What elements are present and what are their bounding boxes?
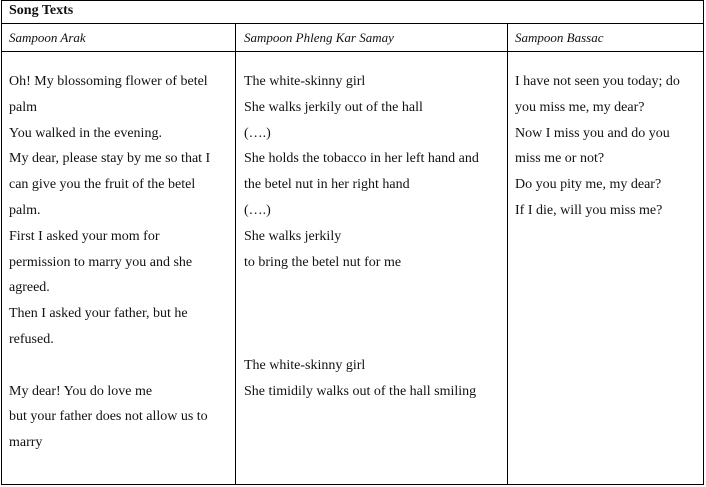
lyric-line: the betel nut in her right hand <box>244 177 410 193</box>
lyric-line: She walks jerkily <box>244 228 342 244</box>
lyric-line: can give you the fruit of the betel <box>9 177 196 193</box>
lyric-line: First I asked your mom for <box>9 228 160 244</box>
lyric-line: palm. <box>9 202 41 218</box>
lyric-line: but your father does not allow us to <box>9 409 208 425</box>
table-title: Song Texts <box>9 3 74 18</box>
lyric-line: She timidily walks out of the hall smiling <box>244 383 477 399</box>
lyric-line: Oh! My blossoming flower of betel <box>9 74 208 89</box>
lyric-line: marry <box>9 435 43 451</box>
lyric-line: palm <box>9 99 37 115</box>
lyric-line: The white-skinny girl <box>244 74 366 89</box>
lyric-line: (….) <box>244 202 271 218</box>
lyric-line <box>244 275 479 301</box>
lyric-line: permission to marry you and she <box>9 254 193 270</box>
lyric-line: to bring the betel nut for me <box>244 254 402 270</box>
column-heading-sampoon-bassac: Sampoon Bassac <box>515 30 604 45</box>
lyric-line: Then I asked your father, but he <box>9 306 188 322</box>
column-heading-sampoon-arak: Sampoon Arak <box>9 30 86 45</box>
lyric-line: She holds the tobacco in her left hand and <box>244 151 479 167</box>
lyric-line <box>9 353 210 379</box>
song-texts-table <box>1 0 704 485</box>
header-divider <box>2 51 703 52</box>
lyric-line: you miss me, my dear? <box>515 99 645 115</box>
column-text-sampoon-arak <box>9 69 210 456</box>
lyric-line: She walks jerkily out of the hall <box>244 99 423 115</box>
lyric-line: You walked in the evening. <box>9 125 162 141</box>
column-text-sampoon-phleng-kar-samay <box>244 69 479 404</box>
lyric-line: (….) <box>244 125 271 141</box>
column-heading-sampoon-phleng-kar-samay: Sampoon Phleng Kar Samay <box>244 30 394 45</box>
lyric-line: My dear! You do love me <box>9 383 153 399</box>
lyric-line <box>244 327 479 353</box>
lyric-line: I have not seen you today; do <box>515 74 680 89</box>
lyric-line <box>244 301 479 327</box>
column-divider <box>507 24 508 484</box>
lyric-line: If I die, will you miss me? <box>515 202 663 218</box>
lyric-line: agreed. <box>9 280 50 296</box>
column-text-sampoon-bassac <box>515 69 680 224</box>
lyric-line: Do you pity me, my dear? <box>515 177 662 193</box>
title-divider <box>2 23 703 24</box>
lyric-line: My dear, please stay by me so that I <box>9 151 211 167</box>
lyric-line: miss me or not? <box>515 151 605 167</box>
lyric-line: The white-skinny girl <box>244 357 366 373</box>
column-divider <box>235 24 236 484</box>
lyric-line: Now I miss you and do you <box>515 125 670 141</box>
lyric-line: refused. <box>9 331 54 347</box>
